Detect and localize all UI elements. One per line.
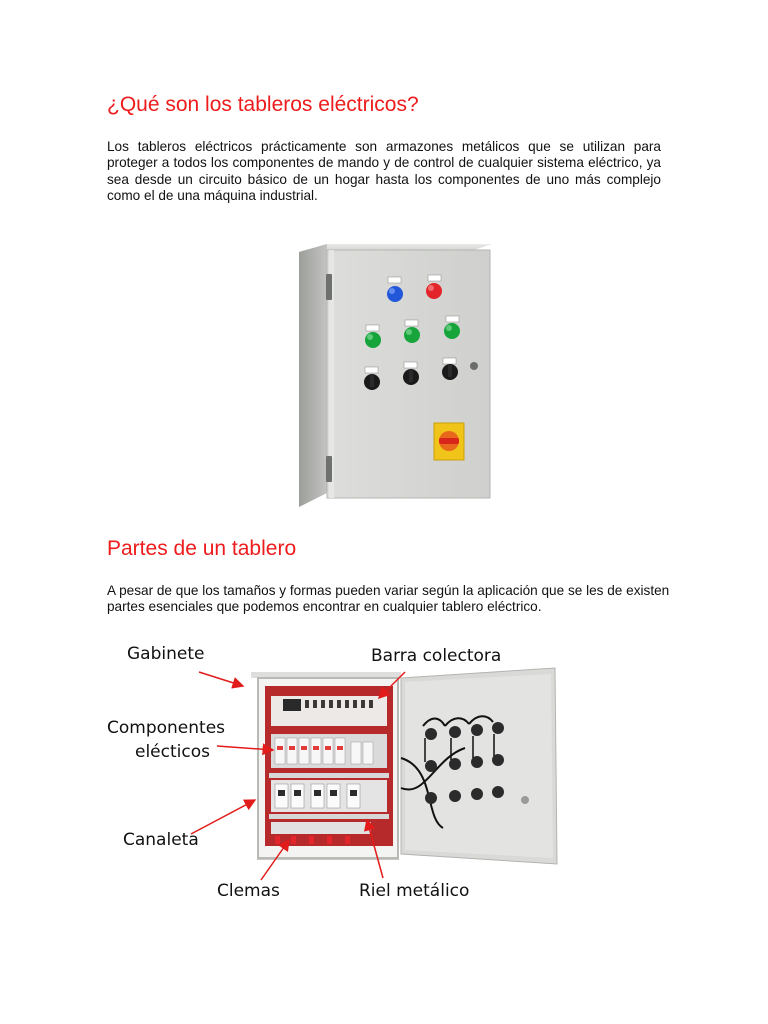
section-paragraph-partes: A pesar de que los tamaños y formas pueden variar según la aplicación que se les de existen partes esenciales que podemos encontrar en cualquier tablero eléctrico. [107,583,670,615]
section-heading-tableros: ¿Qué son los tableros eléctricos? [107,93,419,116]
arrow-canaleta [191,800,255,834]
label-riel-metalico: Riel metálico [359,881,470,901]
section-paragraph-tableros: Los tableros eléctricos prácticamente son armazones metálicos que se utilizan para proteger a todos los componentes de mando y de control de cualquier sistema eléctrico, ya sea desde un circuito básico de un hogar hasta los componentes de uno más complejo como el de una máquina industrial. [107,139,661,204]
label-barra-colectora: Barra colectora [371,646,502,666]
arrow-clemas [261,840,289,880]
label-electricos: elécticos [135,742,210,762]
arrow-componentes [217,746,273,750]
section-heading-partes: Partes de un tablero [107,537,297,560]
label-clemas: Clemas [217,881,280,901]
label-componentes: Componentes [107,718,226,738]
label-arrows [105,638,561,908]
arrow-gabinete [199,672,243,686]
arrow-barra-colectora [379,672,405,698]
label-canaleta: Canaleta [123,830,199,850]
cabinet-parts-figure [105,638,561,908]
cabinet-closed-image [283,240,499,510]
label-gabinete: Gabinete [127,644,205,664]
arrow-riel-metalico [367,820,383,878]
